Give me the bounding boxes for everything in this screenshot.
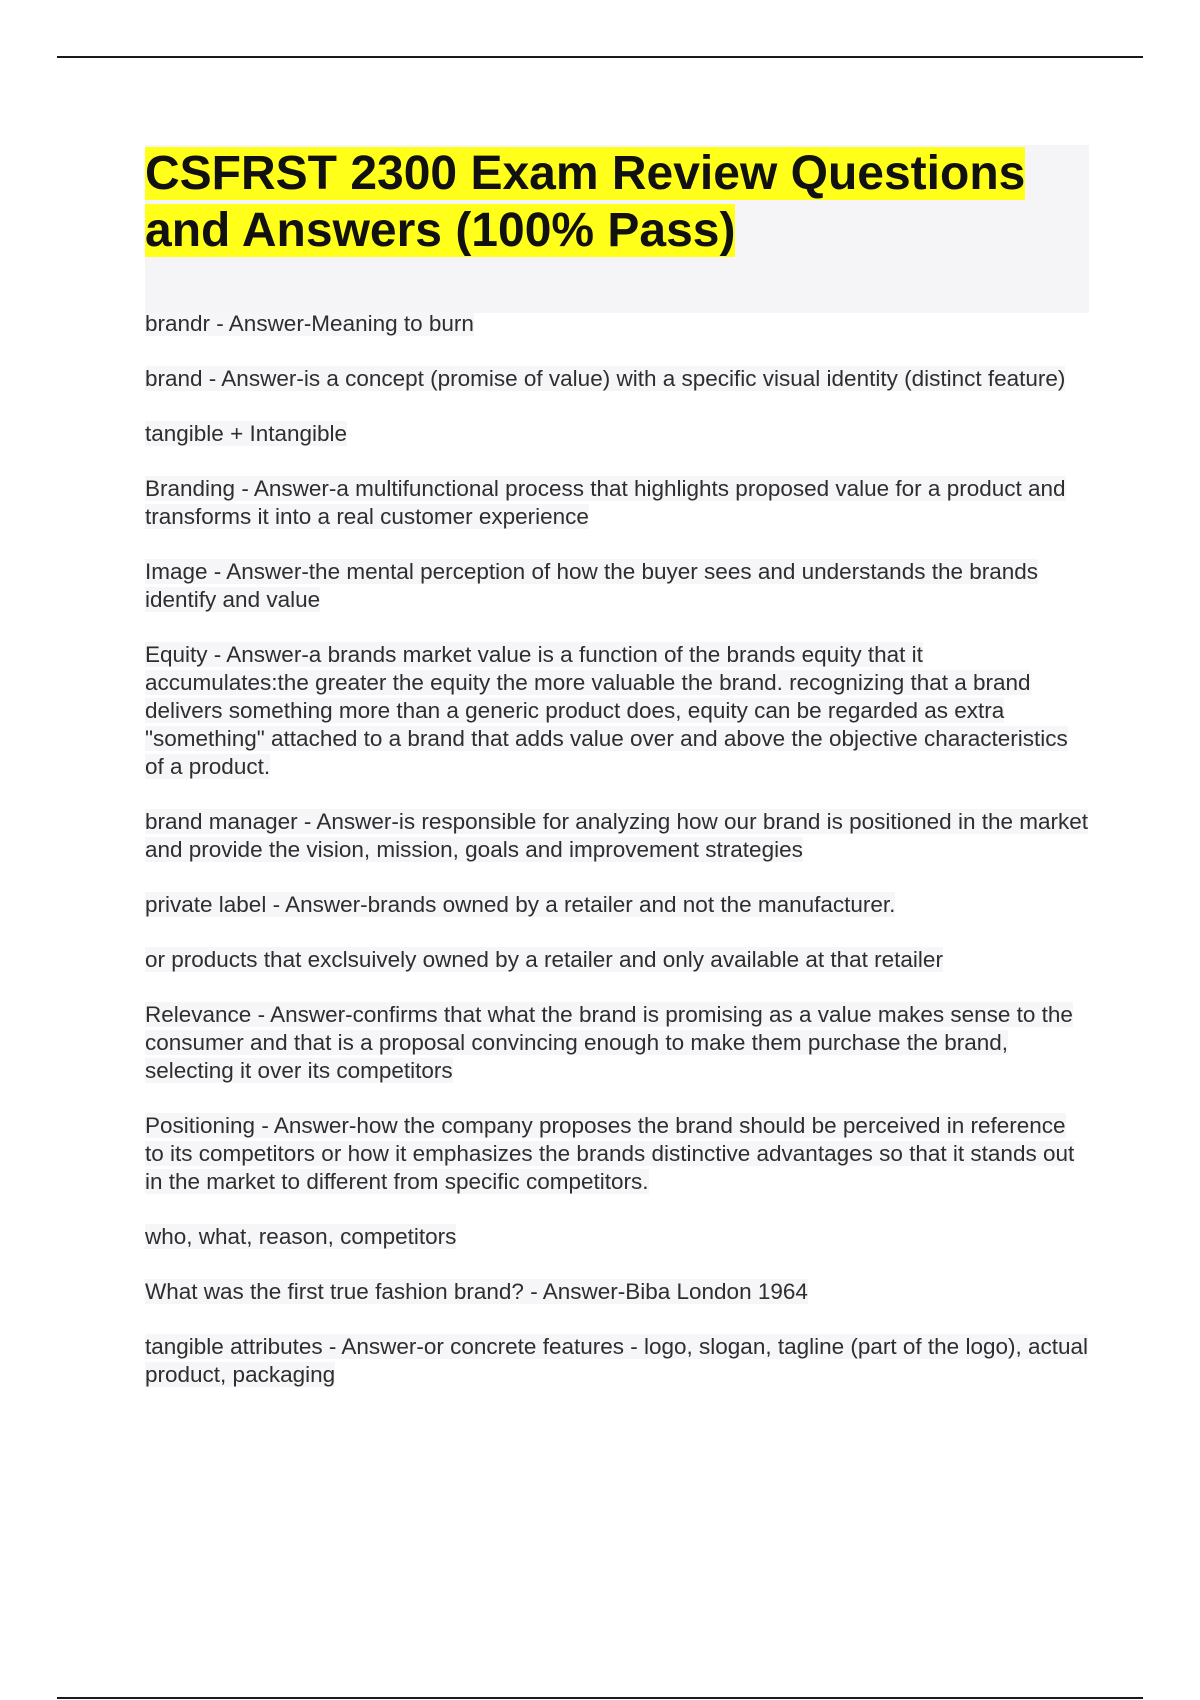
- bottom-rule: [57, 1697, 1143, 1699]
- qa-entry: [145, 558, 1089, 614]
- qa-entry-text: Relevance - Answer-confirms that what the brand is promising as a value makes sense to the consumer and that is a proposal convincing enough to make them purchase the brand, selecting it over its competitors: [145, 1002, 1073, 1083]
- qa-entry-text: private label - Answer-brands owned by a retailer and not the manufacturer.: [145, 892, 896, 917]
- qa-entry-text: tangible + Intangible: [145, 421, 348, 446]
- qa-entry-text: What was the first true fashion brand? - Answer-Biba London 1964: [145, 1279, 808, 1304]
- qa-entry: [145, 310, 1089, 338]
- qa-entry-text: who, what, reason, competitors: [145, 1224, 457, 1249]
- qa-entry: [145, 420, 1089, 448]
- qa-entry-text: or products that exclsuively owned by a retailer and only available at that retailer: [145, 947, 943, 972]
- qa-entry-text: brand manager - Answer-is responsible for analyzing how our brand is positioned in the market and provide the vision, mission, goals and improvement strategies: [145, 809, 1089, 862]
- qa-entry: [145, 1112, 1089, 1196]
- qa-entry-text: Branding - Answer-a multifunctional process that highlights proposed value for a product and transforms it into a real customer experience: [145, 476, 1066, 529]
- qa-entry: [145, 1001, 1089, 1085]
- qa-entry: [145, 641, 1089, 781]
- document-title-text: CSFRST 2300 Exam Review Questions and Answers (100% Pass): [145, 147, 1026, 257]
- qa-entry: [145, 1333, 1089, 1389]
- qa-entry-text: brand - Answer-is a concept (promise of value) with a specific visual identity (distinct feature): [145, 366, 1066, 391]
- qa-entry: [145, 946, 1089, 974]
- qa-entry: [145, 475, 1089, 531]
- qa-entry: [145, 1278, 1089, 1306]
- qa-entry: [145, 808, 1089, 864]
- qa-entry-text: Equity - Answer-a brands market value is a function of the brands equity that it accumulates:the greater the equity the more valuable the brand. recognizing that a brand delivers something more than a generic product does, equity can be regarded as extra "something" attached to a brand that adds value over and above the objective characteristics of a product.: [145, 642, 1068, 779]
- qa-entry-text: tangible attributes - Answer-or concrete features - logo, slogan, tagline (part of the logo), actual product, packaging: [145, 1334, 1089, 1387]
- top-rule: [57, 56, 1143, 58]
- qa-entry-text: Image - Answer-the mental perception of how the buyer sees and understands the brands identify and value: [145, 559, 1039, 612]
- qa-entry: [145, 891, 1089, 919]
- qa-entry-text: Positioning - Answer-how the company proposes the brand should be perceived in reference to its competitors or how it emphasizes the brands distinctive advantages so that it stands out in the market to different from specific competitors.: [145, 1113, 1075, 1194]
- qa-list: [145, 310, 1089, 1416]
- title-block: [145, 145, 1089, 313]
- qa-entry: [145, 365, 1089, 393]
- document-title: [145, 145, 1089, 259]
- qa-entry-text: brandr - Answer-Meaning to burn: [145, 311, 474, 336]
- qa-entry: [145, 1223, 1089, 1251]
